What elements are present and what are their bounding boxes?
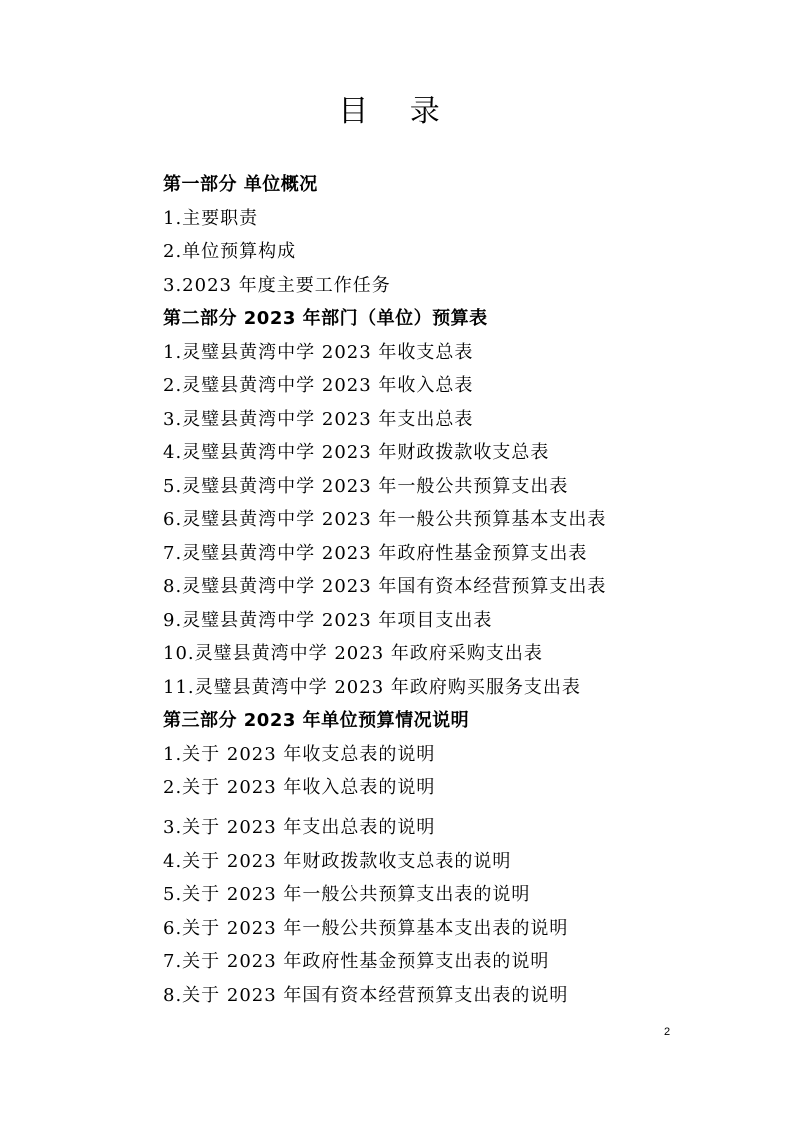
toc-item: 11.灵璧县黄湾中学 2023 年政府购买服务支出表 — [163, 676, 581, 698]
toc-item: 3.2023 年度主要工作任务 — [163, 274, 391, 296]
toc-item: 8.灵璧县黄湾中学 2023 年国有资本经营预算支出表 — [163, 576, 607, 597]
toc-item: 5.灵璧县黄湾中学 2023 年一般公共预算支出表 — [163, 475, 569, 497]
toc-item: 1.主要职责 — [163, 207, 259, 229]
toc-item: 9.灵璧县黄湾中学 2023 年项目支出表 — [163, 609, 493, 631]
toc-item: 8.关于 2023 年国有资本经营预算支出表的说明 — [163, 984, 569, 1006]
section-heading-part-3: 第三部分 2023 年单位预算情况说明 — [163, 710, 470, 731]
toc-item: 6.灵璧县黄湾中学 2023 年一般公共预算基本支出表 — [163, 509, 607, 530]
toc-item: 1.关于 2023 年收支总表的说明 — [163, 743, 436, 765]
section-heading-part-1: 第一部分 单位概况 — [163, 174, 318, 195]
toc-item: 1.灵璧县黄湾中学 2023 年收支总表 — [163, 341, 474, 363]
toc-item: 3.关于 2023 年支出总表的说明 — [163, 816, 436, 838]
toc-item: 5.关于 2023 年一般公共预算支出表的说明 — [163, 884, 531, 905]
page-number: 2 — [664, 1026, 671, 1038]
toc-item: 2.单位预算构成 — [163, 241, 297, 262]
section-heading-part-2: 第二部分 2023 年部门（单位）预算表 — [163, 308, 488, 329]
toc-item: 6.关于 2023 年一般公共预算基本支出表的说明 — [163, 917, 569, 939]
toc-item: 4.关于 2023 年财政拨款收支总表的说明 — [163, 850, 512, 872]
toc-item: 10.灵璧县黄湾中学 2023 年政府采购支出表 — [163, 643, 543, 664]
toc-item: 7.关于 2023 年政府性基金预算支出表的说明 — [163, 951, 550, 972]
toc-item: 7.灵璧县黄湾中学 2023 年政府性基金预算支出表 — [163, 542, 588, 564]
toc-item: 4.灵璧县黄湾中学 2023 年财政拨款收支总表 — [163, 442, 550, 463]
toc-item: 2.灵璧县黄湾中学 2023 年收入总表 — [163, 375, 474, 396]
table-of-contents — [163, 168, 723, 1012]
toc-item: 2.关于 2023 年收入总表的说明 — [163, 777, 436, 798]
page-title: 目 录 — [338, 94, 456, 129]
toc-item: 3.灵璧县黄湾中学 2023 年支出总表 — [163, 408, 474, 430]
